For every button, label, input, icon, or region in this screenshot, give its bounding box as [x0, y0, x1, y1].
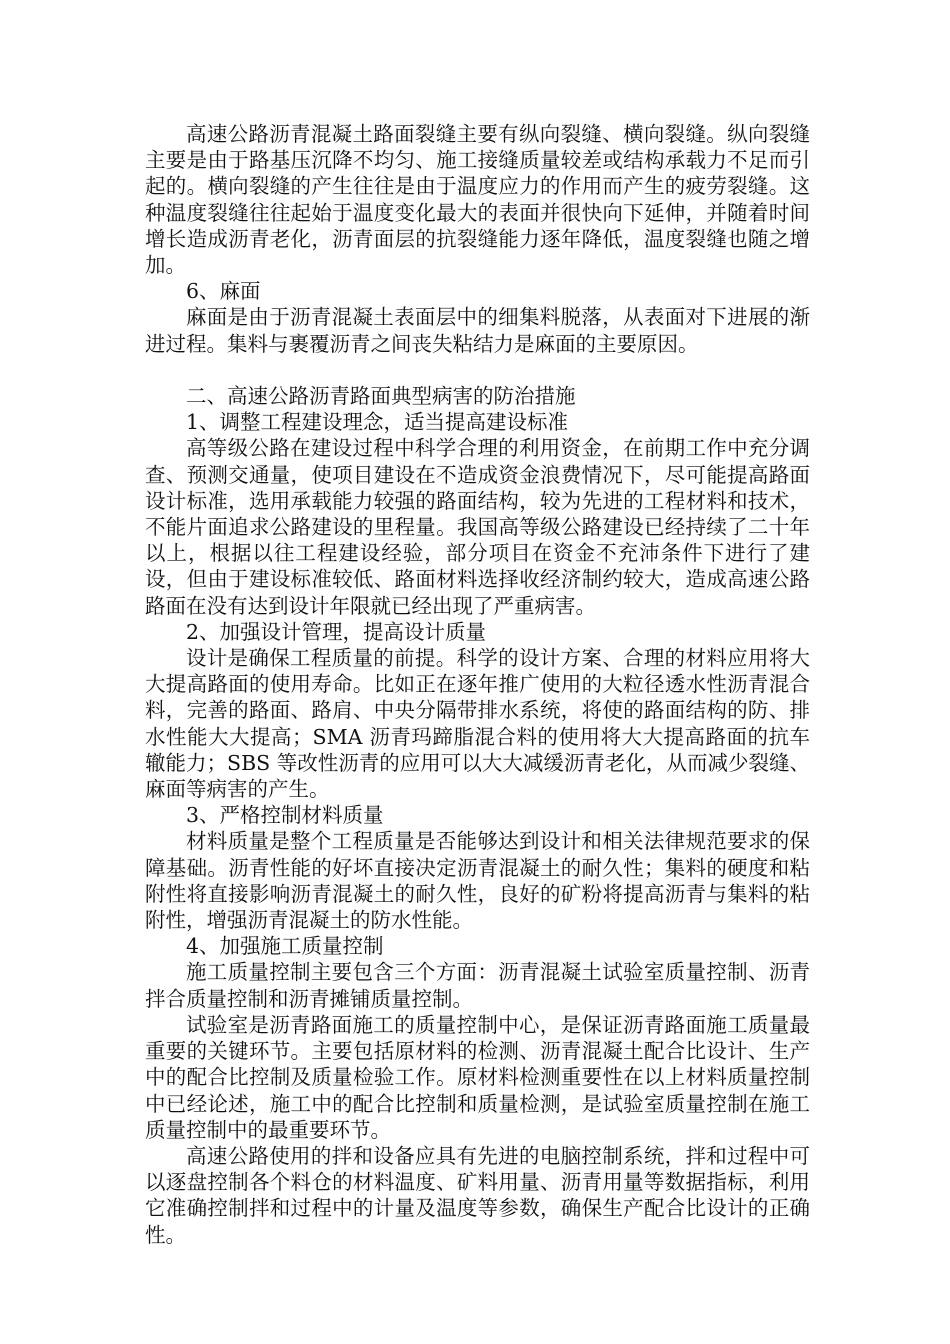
- heading-section-2: 二、高速公路沥青路面典型病害的防治措施: [186, 384, 576, 409]
- paragraph-measure-4a: 施工质量控制主要包含三个方面：沥青混凝土试验室质量控制、沥青拌合质量控制和沥青摊铺质量控制。: [145, 960, 810, 1011]
- paragraph-measure-4c: 高速公路使用的拌和设备应具有先进的电脑控制系统，拌和过程中可以逐盘控制各个料仓的材料温度、矿料用量、沥青用量等数据指标，利用它准确控制拌和过程中的计量及温度等参数，确保生产配合比设计的正确性。: [145, 1143, 810, 1247]
- heading-ravelling: 6、麻面: [186, 279, 261, 304]
- heading-measure-2: 2、加强设计管理，提高设计质量: [186, 619, 487, 644]
- paragraph-measure-4b: 试验室是沥青路面施工的质量控制中心，是保证沥青路面施工质量最重要的关键环节。主要包括原材料的检测、沥青混凝土配合比设计、生产中的配合比控制及质量检验工作。原材料检测重要性在以上材料质量控制中已经论述，施工中的配合比控制和质量检测，是试验室质量控制在施工质量控制中的最重要环节。: [145, 1012, 810, 1142]
- heading-measure-1: 1、调整工程建设理念，适当提高建设标准: [186, 410, 569, 435]
- paragraph-measure-3: 材料质量是整个工程质量是否能够达到设计和相关法律规范要求的保障基础。沥青性能的好坏直接决定沥青混凝土的耐久性；集料的硬度和粘附性将直接影响沥青混凝土的耐久性，良好的矿粉将提高沥青与集料的粘附性，增强沥青混凝土的防水性能。: [145, 829, 810, 933]
- paragraph-measure-2: 设计是确保工程质量的前提。科学的设计方案、合理的材料应用将大大提高路面的使用寿命。比如正在逐年推广使用的大粒径透水性沥青混合料，完善的路面、路肩、中央分隔带排水系统，将使的路面结构的防、排水性能大大提高；SMA 沥青玛蹄脂混合料的使用将大大提高路面的抗车辙能力；SBS 等改性沥青的应用可以大大减缓沥青老化，从而减少裂缝、麻面等病害的产生。: [145, 646, 810, 802]
- document-page: [145, 121, 810, 1248]
- heading-measure-4: 4、加强施工质量控制: [186, 934, 384, 959]
- paragraph-measure-1: 高等级公路在建设过程中科学合理的利用资金，在前期工作中充分调查、预测交通量，使项目建设在不造成资金浪费情况下，尽可能提高路面设计标准，选用承载能力较强的路面结构，较为先进的工程材料和技术，不能片面追求公路建设的里程量。我国高等级公路建设已经持续了二十年以上，根据以往工程建设经验，部分项目在资金不充沛条件下进行了建设，但由于建设标准较低、路面材料选择收经济制约较大，造成高速公路路面在没有达到设计年限就已经出现了严重病害。: [145, 436, 810, 618]
- heading-measure-3: 3、严格控制材料质量: [186, 803, 384, 828]
- blank-line: [145, 357, 810, 383]
- paragraph-cracks: 高速公路沥青混凝土路面裂缝主要有纵向裂缝、横向裂缝。纵向裂缝主要是由于路基压沉降不均匀、施工接缝质量较差或结构承载力不足而引起的。横向裂缝的产生往往是由于温度应力的作用而产生的疲劳裂缝。这种温度裂缝往往起始于温度变化最大的表面并很快向下延伸，并随着时间增长造成沥青老化，沥青面层的抗裂缝能力逐年降低，温度裂缝也随之增加。: [145, 122, 810, 278]
- paragraph-ravelling: 麻面是由于沥青混凝土表面层中的细集料脱落，从表面对下进展的渐进过程。集料与裹覆沥青之间丧失粘结力是麻面的主要原因。: [145, 305, 810, 356]
